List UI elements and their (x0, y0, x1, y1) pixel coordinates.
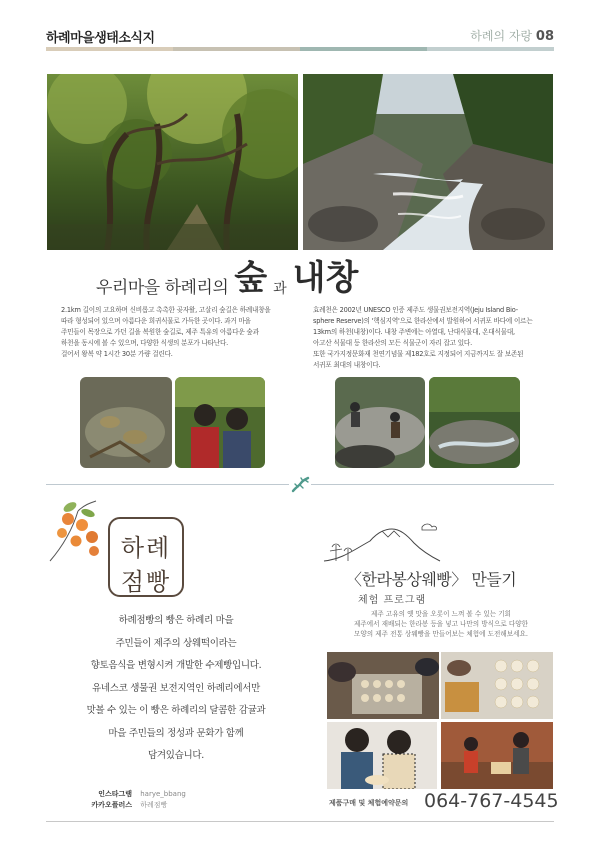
footer-divider (46, 821, 554, 822)
lizard-icon (289, 475, 311, 495)
order-inquiry-label: 제품구매 및 체험예약문의 (329, 799, 409, 807)
description-line: 맛볼 수 있는 이 빵은 하례리의 달콤한 감귤과 (86, 705, 266, 716)
program-subtitle: 체험 프로그램 (358, 595, 427, 606)
paragraph-line: 13km의 하천(내창)이다. 내창 주변에는 아열대, 난대식물대, 온대식물대, (313, 328, 515, 336)
logo-line-2: 점빵 (120, 568, 172, 596)
contact-label: 카카오플러스 (91, 801, 132, 809)
bread-shop-logo (108, 517, 184, 597)
phone-number[interactable]: 064-767-4545 (424, 790, 559, 812)
paragraph-line: 또한 국가지정문화재 천연기념물 제182호로 지정되어 지금까지도 잘 보존된 (313, 350, 524, 358)
forest-photo (47, 74, 298, 250)
program-title: 〈한라봉상웨빵〉 만들기 (346, 570, 517, 589)
feature-title-forest: 숲 (234, 258, 268, 298)
feature-title-conjunction: 과 (273, 281, 287, 297)
description-line: 제주 고유의 옛 맛을 오롯이 느껴 볼 수 있는 기회 (371, 610, 511, 618)
feature-title-prefix: 우리마을 하례리의 (96, 278, 229, 298)
paragraph-line: 하천을 동시에 볼 수 있으며, 다양한 식생의 분포가 나타난다. (61, 339, 229, 347)
paragraph-line: sphere Reserve)의 '핵심지역'으로 한라산에서 발원하여 서귀포 바다에 이르는 (313, 317, 533, 325)
children-baking-photo (327, 722, 437, 789)
paragraph-line: 걸어서 왕복 약 1시간 30분 가량 걸린다. (61, 350, 173, 358)
stream-visitors-photo (335, 377, 425, 468)
baking-photo-1 (327, 652, 439, 719)
section-name: 하례의 자랑 (470, 29, 533, 43)
description-line: 유네스코 생물권 보전지역인 하례리에서만 (92, 682, 260, 694)
paragraph-line: 주민들이 목장으로 가던 길을 복원한 숲길로, 제주 특유의 아름다운 숲과 (61, 328, 259, 336)
header-bar-segment (46, 47, 173, 51)
header-bar-segment (427, 47, 554, 51)
feature-title-stream: 내창 (292, 258, 359, 298)
stream-photo (303, 74, 553, 250)
header-color-bar (46, 47, 554, 51)
bread-description (56, 610, 296, 768)
header-bar-segment (173, 47, 300, 51)
description-line: 하례점빵의 빵은 하례리 마을 (118, 615, 234, 626)
paragraph-line: 2.1km 길이의 고요하며 신비롭고 촉촉한 곶자왈, 고살리 숲길은 하례내창을 (61, 306, 271, 314)
instagram-contact (70, 789, 186, 799)
contact-value[interactable]: harye_bbang (140, 790, 186, 798)
children-forest-photo (175, 377, 265, 468)
description-line: 모양의 제주 전통 상웨빵을 만들어보는 체험에 도전해보세요. (354, 630, 528, 638)
header-bar-segment (300, 47, 427, 51)
paragraph-line: 효례천은 2002년 UNESCO 인증 제주도 생물권보전지역(Jeju Island Bio- (313, 306, 518, 314)
stream-paragraph (313, 305, 549, 371)
tangerine-illustration (48, 497, 104, 565)
baking-photo-2 (441, 652, 553, 719)
description-line: 주민들이 제주의 상웨떡이라는 (115, 637, 237, 649)
paragraph-line: 아고산 식물대 등 한라산의 모든 식물군이 자리 잡고 있다. (313, 339, 472, 347)
contact-label: 인스타그램 (98, 790, 132, 798)
kakao-contact (70, 800, 167, 810)
description-line: 제주에서 재배되는 한라봉 등을 넣고 나만의 방식으로 다양한 (354, 620, 528, 628)
paragraph-line: 따라 형성되어 있으며 아름다운 희귀식물로 가득한 곳이다. 과거 마을 (61, 317, 251, 325)
description-line: 향토음식을 변형시켜 개발한 수제빵입니다. (90, 660, 262, 671)
page-number: 08 (535, 29, 554, 44)
newsletter-title: 하례마을생태소식지 (46, 31, 155, 46)
section-label (470, 27, 554, 44)
forest-fungus-photo (80, 377, 172, 468)
program-description (329, 609, 553, 639)
feature-title (96, 254, 358, 298)
contact-value[interactable]: 하례점빵 (140, 801, 168, 809)
mountain-illustration (322, 521, 442, 565)
logo-line-1: 하례 (120, 534, 172, 562)
bakery-interior-photo (441, 722, 553, 789)
stream-rocks-photo (429, 377, 520, 468)
forest-paragraph (61, 305, 291, 360)
paragraph-line: 서귀포 최대의 내창이다. (313, 361, 381, 369)
description-line: 마을 주민들의 정성과 문화가 함께 (108, 727, 244, 739)
description-line: 담겨있습니다. (148, 750, 204, 761)
